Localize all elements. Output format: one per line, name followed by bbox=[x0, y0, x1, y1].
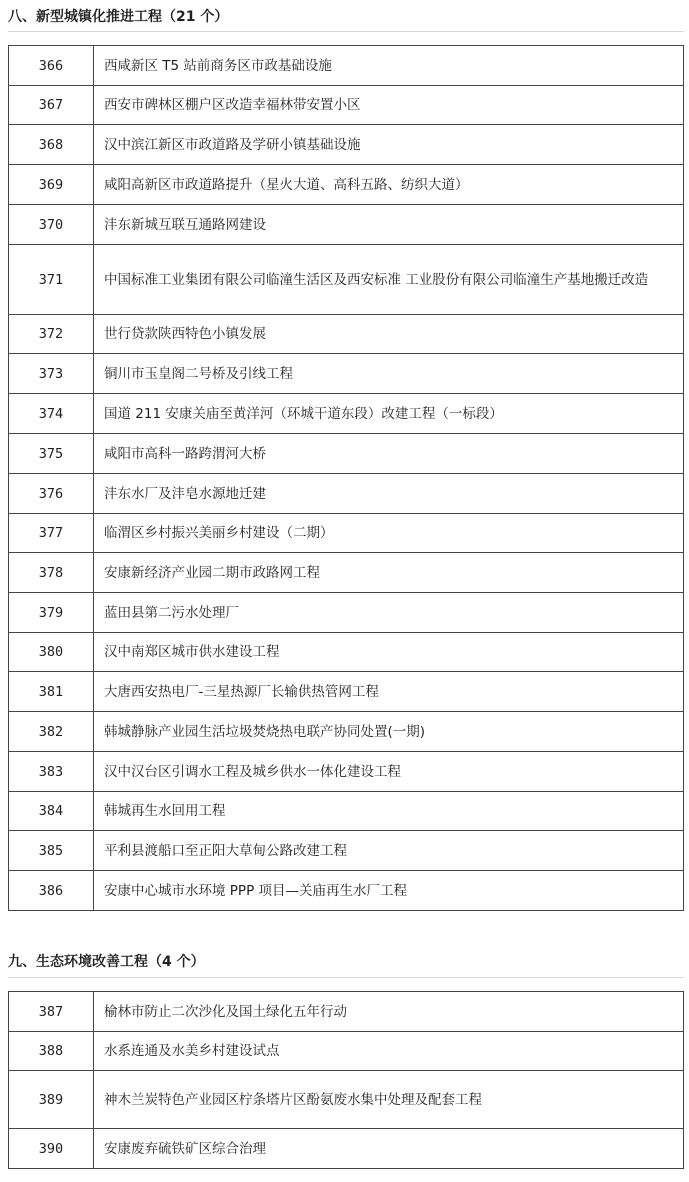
table-row bbox=[9, 792, 684, 831]
project-name: 沣东水厂及沣皂水源地迁建 bbox=[94, 474, 684, 514]
project-name: 汉中滨江新区市政道路及学研小镇基础设施 bbox=[94, 125, 684, 165]
project-number: 376 bbox=[9, 474, 94, 514]
table-row bbox=[9, 1071, 684, 1129]
project-name: 铜川市玉皇阁二号桥及引线工程 bbox=[94, 354, 684, 394]
project-number: 383 bbox=[9, 752, 94, 792]
project-table bbox=[8, 991, 684, 1169]
table-row bbox=[9, 394, 684, 434]
project-name: 中国标准工业集团有限公司临潼生活区及西安标准 工业股份有限公司临潼生产基地搬迁改造 bbox=[94, 245, 684, 315]
project-name: 咸阳高新区市政道路提升（星火大道、高科五路、纺织大道） bbox=[94, 165, 684, 205]
project-number: 384 bbox=[9, 792, 94, 831]
project-number: 375 bbox=[9, 434, 94, 474]
table-row bbox=[9, 1129, 684, 1169]
project-number: 386 bbox=[9, 871, 94, 911]
section-divider bbox=[8, 977, 684, 978]
project-number: 372 bbox=[9, 315, 94, 354]
project-number: 366 bbox=[9, 46, 94, 86]
table-row bbox=[9, 831, 684, 871]
project-name: 韩城再生水回用工程 bbox=[94, 792, 684, 831]
table-row bbox=[9, 712, 684, 752]
project-number: 374 bbox=[9, 394, 94, 434]
table-row bbox=[9, 245, 684, 315]
section-title: 九、生态环境改善工程（4 个） bbox=[8, 954, 205, 970]
project-number: 382 bbox=[9, 712, 94, 752]
section-divider bbox=[8, 31, 684, 32]
project-name: 安康废弃硫铁矿区综合治理 bbox=[94, 1129, 684, 1169]
table-row bbox=[9, 474, 684, 514]
table-row bbox=[9, 46, 684, 86]
table-row bbox=[9, 752, 684, 792]
project-number: 387 bbox=[9, 992, 94, 1032]
project-name: 汉中汉台区引调水工程及城乡供水一体化建设工程 bbox=[94, 752, 684, 792]
table-row bbox=[9, 633, 684, 672]
project-number: 368 bbox=[9, 125, 94, 165]
project-number: 378 bbox=[9, 553, 94, 593]
project-number: 388 bbox=[9, 1032, 94, 1071]
table-row bbox=[9, 86, 684, 125]
table-row bbox=[9, 514, 684, 553]
project-name: 世行贷款陕西特色小镇发展 bbox=[94, 315, 684, 354]
project-number: 373 bbox=[9, 354, 94, 394]
project-name: 蓝田县第二污水处理厂 bbox=[94, 593, 684, 633]
table-row bbox=[9, 125, 684, 165]
project-name: 榆林市防止二次沙化及国土绿化五年行动 bbox=[94, 992, 684, 1032]
project-number: 367 bbox=[9, 86, 94, 125]
project-name: 咸阳市高科一路跨渭河大桥 bbox=[94, 434, 684, 474]
project-number: 369 bbox=[9, 165, 94, 205]
project-name: 汉中南郑区城市供水建设工程 bbox=[94, 633, 684, 672]
project-number: 380 bbox=[9, 633, 94, 672]
project-number: 370 bbox=[9, 205, 94, 245]
project-number: 371 bbox=[9, 245, 94, 315]
project-name: 安康新经济产业园二期市政路网工程 bbox=[94, 553, 684, 593]
project-number: 385 bbox=[9, 831, 94, 871]
project-name: 安康中心城市水环境 PPP 项目—关庙再生水厂工程 bbox=[94, 871, 684, 911]
project-name: 国道 211 安康关庙至黄洋河（环城干道东段）改建工程（一标段） bbox=[94, 394, 684, 434]
project-name: 韩城静脉产业园生活垃圾焚烧热电联产协同处置(一期) bbox=[94, 712, 684, 752]
table-row bbox=[9, 315, 684, 354]
project-name: 西咸新区 T5 站前商务区市政基础设施 bbox=[94, 46, 684, 86]
section-title: 八、新型城镇化推进工程（21 个） bbox=[8, 9, 229, 25]
project-name: 平利县渡船口至正阳大草甸公路改建工程 bbox=[94, 831, 684, 871]
table-row bbox=[9, 553, 684, 593]
project-name: 大唐西安热电厂-三星热源厂长输供热管网工程 bbox=[94, 672, 684, 712]
project-number: 390 bbox=[9, 1129, 94, 1169]
project-name: 临渭区乡村振兴美丽乡村建设（二期） bbox=[94, 514, 684, 553]
table-row bbox=[9, 593, 684, 633]
project-name: 沣东新城互联互通路网建设 bbox=[94, 205, 684, 245]
project-number: 381 bbox=[9, 672, 94, 712]
table-row bbox=[9, 672, 684, 712]
table-row bbox=[9, 992, 684, 1032]
table-row bbox=[9, 354, 684, 394]
table-row bbox=[9, 165, 684, 205]
project-number: 379 bbox=[9, 593, 94, 633]
table-row bbox=[9, 205, 684, 245]
project-name: 水系连通及水美乡村建设试点 bbox=[94, 1032, 684, 1071]
project-number: 389 bbox=[9, 1071, 94, 1129]
table-row bbox=[9, 1032, 684, 1071]
project-number: 377 bbox=[9, 514, 94, 553]
project-name: 西安市碑林区棚户区改造幸福林带安置小区 bbox=[94, 86, 684, 125]
table-row bbox=[9, 434, 684, 474]
project-name: 神木兰炭特色产业园区柠条塔片区酚氨废水集中处理及配套工程 bbox=[94, 1071, 684, 1129]
project-table bbox=[8, 45, 684, 911]
table-row bbox=[9, 871, 684, 911]
